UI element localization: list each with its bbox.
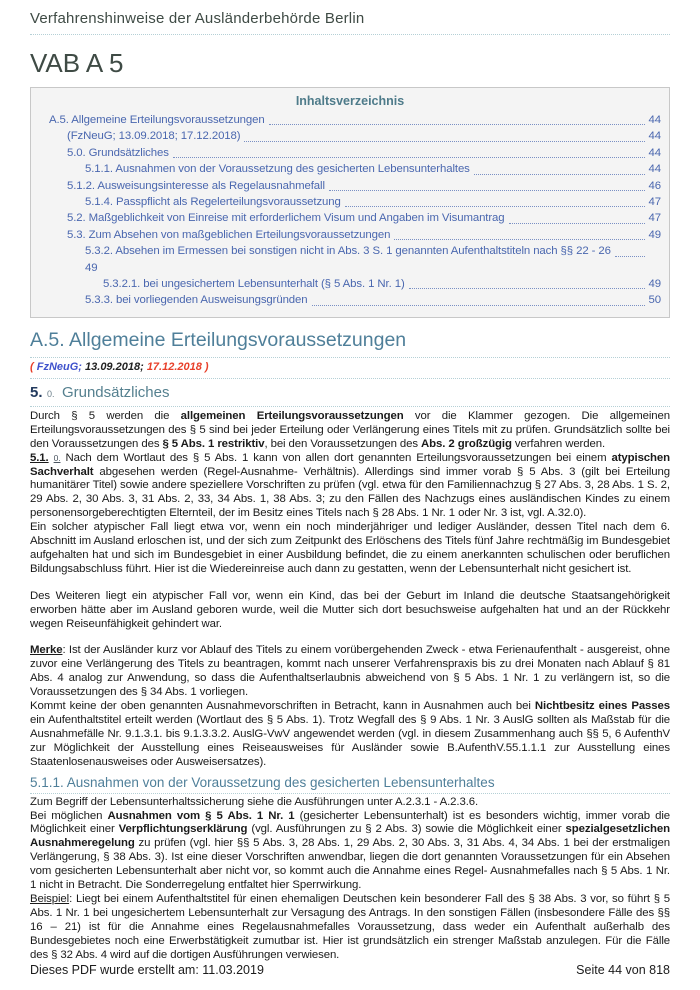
section-heading: A.5. Allgemeine Erteilungsvoraussetzungen — [30, 329, 670, 358]
body-paragraph — [30, 452, 670, 522]
text-run: Durch § 5 werden die — [30, 409, 181, 422]
toc-title: Inhaltsverzeichnis — [295, 94, 405, 108]
toc-entry[interactable] — [39, 128, 661, 144]
toc-entry-page-wrap[interactable] — [39, 260, 661, 276]
toc-entry[interactable] — [39, 292, 661, 308]
text-run: ein Aufenthaltstitel erteilt werden (Wortlaut des § 5 Abs. 1). Trotz Wegfall des § 9 Abs. 1 Nr. 3 AuslG sollten als Maßstab für die Ausnahmefälle Nr. 9.1.3.1. bis 9.1.3.3.2. AuslG-VwV angewendet werden (vgl. in diesem Zusammenhang auch §§ 5, 6 AufenthV zur Möglichkeit der Ausstellung eines Reiseausweises für Ausländer sowie B.AufenthV.55.1.1.1 zur Ausstellung eines Staatenlosenausweises oder Ausweisersatzes). — [30, 714, 670, 768]
toc-entry[interactable] — [39, 194, 661, 210]
subsection-heading — [30, 379, 670, 407]
toc-leader-dots — [409, 288, 645, 289]
subsection-number: 5. — [30, 383, 43, 401]
toc-entry[interactable] — [39, 210, 661, 226]
body-paragraph — [30, 700, 670, 770]
page-footer — [30, 963, 670, 977]
toc-leader-dots — [244, 141, 644, 142]
toc-entry-page: 49 — [648, 228, 661, 241]
body-paragraph — [30, 810, 670, 893]
text-run: Des Weiteren liegt ein atypischer Fall vor, wenn ein Kind, das bei der Geburt im Inland die deutsche Staatsangehörigkeit erworben hätte aber im Ausland geboren wurde, weil die Mutter sich dort besuchsweise aufgehalten hat und an der Rückkehr wegen Reiseunfähigkeit gehindert war. — [30, 589, 670, 630]
toc-entry-label: 5.0. Grundsätzliches — [67, 146, 169, 159]
text-run: § 5 Abs. 1 restriktiv — [162, 437, 265, 450]
toc-entry-page: 50 — [648, 294, 661, 307]
subsection-5-1-1-heading: 5.1.1. Ausnahmen von der Voraussetzung des gesicherten Lebensunterhaltes — [30, 775, 670, 794]
toc-entry[interactable] — [39, 276, 661, 292]
toc-entry-page: 44 — [648, 130, 661, 143]
toc-entry[interactable] — [39, 227, 661, 243]
toc-entry[interactable] — [39, 112, 661, 128]
text-run: (vgl. Ausführungen zu § 2 Abs. 3) sowie die Möglichkeit einer — [247, 823, 566, 836]
toc-entry-page: 49 — [648, 278, 661, 291]
text-run: 0. — [53, 452, 61, 463]
toc-leader-dots — [345, 206, 645, 207]
text-run: Abs. 2 großzügig — [421, 437, 512, 450]
toc-entry-label: 5.3.2. Absehen im Ermessen bei sonstigen nicht in Abs. 3 S. 1 genannten Aufenthaltstiteln nach §§ 22 - 26 — [85, 245, 611, 258]
toc-entry[interactable] — [39, 161, 661, 177]
toc-entry-page: 47 — [648, 196, 661, 209]
toc-entry-page: 44 — [648, 163, 661, 176]
doc-title: VAB A 5 — [30, 48, 124, 78]
text-run: 5.1. — [30, 451, 49, 464]
text-run: zu prüfen (vgl. hier §§ 5 Abs. 3, 28 Abs. 1, 29 Abs. 2, 30 Abs. 3, 31 Abs. 4, 34 Abs. 1 bei der erstmaligen Verlängerung, § 38 Abs. 3). Ist eine dieser Vorschriften anwendbar, liegen die dort genannten Voraussetzungen für ein Absehen vom gesicherten Lebensunterhalt aber nicht vor, so kommt auch die Annahme eines Regel- Ausnahmefalles nach § 5 Abs. 1 Nr. 1 nicht in Betracht. Die Sonderregelung entfaltet hier Sperrwirkung. — [30, 837, 670, 892]
text-run: verfahren werden. — [511, 437, 606, 450]
toc-entries — [39, 112, 661, 309]
toc-entry-page: 47 — [648, 212, 661, 225]
toc-entry-label: A.5. Allgemeine Erteilungsvoraussetzungen — [49, 114, 265, 126]
subsection-label: Grundsätzliches — [61, 383, 170, 401]
body-paragraph — [30, 590, 670, 632]
text-run: spezialgesetzlichen Ausnahmeregelung — [30, 823, 670, 850]
fzneug-link[interactable]: FzNeuG; — [36, 360, 82, 373]
toc-entry-label: 5.2. Maßgeblichkeit von Einreise mit erforderlichem Visum und Angaben im Visumantrag — [67, 212, 505, 225]
toc-entry-label: 5.1.1. Ausnahmen von der Voraussetzung des gesicherten Lebensunterhaltes — [85, 163, 470, 176]
text-run: : Liegt bei einem Aufenthaltstitel für einen ehemaligen Deutschen kein besonderer Fall des § 38 Abs. 3 vor, so führt § 5 Abs. 1 Nr. 1 bei ungesichertem Lebensunterhalt zur Versagung des Antrags. In den sonstigen Fällen (insbesondere Fälle des §§ 16 – 21) ist für die Annahme eines Regelausnahmefalles Voraussetzung, dass weder ein Aufenthalt außerhalb des Bundesgebietes noch eine Erwerbstätigkeit zumutbar ist. Hier ist grundsätzlich ein strenger Maßstab anzulegen. Für die Fälle des § 32 Abs. 4 wird auf die dortigen Ausführungen verwiesen. — [30, 892, 670, 961]
toc-entry-label: 5.3.2.1. bei ungesichertem Lebensunterhalt (§ 5 Abs. 1 Nr. 1) — [103, 278, 405, 291]
toc-leader-dots — [269, 124, 645, 125]
toc-leader-dots — [509, 223, 645, 224]
text-run: Kommt keine der oben genannten Ausnahmevorschriften in Betracht, kann in Ausnahmen auch bei — [30, 700, 535, 713]
body-paragraph — [30, 410, 670, 452]
toc-leader-dots — [474, 174, 645, 175]
text-run: Nach dem Wortlaut des § 5 Abs. 1 kann von allen dort genannten Erteilungsvoraussetzungen bei einem — [60, 451, 612, 464]
text-run: ( — [30, 360, 37, 373]
revision-meta — [30, 358, 670, 379]
subsection-subnumber: 0. — [46, 388, 55, 399]
text-run: Verpflichtungserklärung — [118, 823, 248, 836]
toc-leader-dots — [329, 190, 645, 191]
toc-leader-dots — [173, 157, 645, 158]
text-run: (gesicherter Lebensunterhalt) ist es besonders wichtig, immer vorab die Möglichkeit einer — [30, 809, 671, 836]
text-run: allgemeinen Erteilungsvoraussetzungen — [180, 409, 404, 422]
body-content — [30, 410, 670, 963]
toc-entry[interactable] — [39, 178, 661, 194]
text-run: Merke — [30, 644, 63, 657]
toc-entry-page: 46 — [648, 179, 661, 192]
toc-entry[interactable] — [39, 145, 661, 161]
toc-entry-page: 44 — [648, 114, 661, 126]
text-run: : Ist der Ausländer kurz vor Ablauf des Titels zu einem vorübergehenden Zweck - etwa Ferienaufenthalt - ausgereist, ohne zuvor eine Verlängerung des Titels zu beantragen, kommt nach unserer Verfahrenspraxis bis zu drei Monaten nach Ablauf § 81 Abs. 4 analog zur Anwendung, so dass die Aufenthaltserlaubnis abweichend von § 5 Abs. 1 Nr. 1 zu verlängern ist, so die Voraussetzungen des § 34 Abs. 1 vorliegen. — [30, 644, 670, 699]
text-run: 17.12.2018 — [146, 360, 202, 373]
footer-page-number: Seite 44 von 818 — [576, 963, 670, 977]
header-title: Verfahrenshinweise der Ausländerbehörde Berlin — [30, 10, 365, 27]
toc — [30, 87, 670, 318]
toc-entry-label: 5.1.2. Ausweisungsinteresse als Regelausnahmefall — [67, 179, 325, 192]
toc-entry-label: 5.3. Zum Absehen von maßgeblichen Erteilungsvoraussetzungen — [67, 228, 391, 241]
toc-leader-dots — [394, 239, 644, 240]
toc-entry-label: 5.3.3. bei vorliegenden Ausweisungsgründen — [85, 294, 308, 307]
body-paragraph — [30, 796, 670, 810]
text-run: abgesehen werden (Regel-Ausnahme- Verhältnis). Allerdings sind immer vorab § 5 Abs. 3 (gilt bei Erteilung humanitärer Titel) sowie andere speziellere Vorschriften zu prüfen (vgl. etwa für den Familiennachzug § 27 Abs. 3, 28 Abs. 1 S. 2, 29 Abs. 2, 30 Abs. 3, 31 Abs. 2, 33, 34 Abs. 1, 38 Abs. 3; zu den Fällen des Nachzugs eines ausländischen Kindes zu einem personensorgeberechtigten Elternteil, der im Besitz eines Titels nach § 28 Abs. 1 Nr. 1 oder Nr. 3 ist, vgl. A.32.0). — [30, 465, 670, 520]
toc-leader-dots — [312, 305, 645, 306]
text-run: vor die Klammer gezogen. Die allgemeinen Erteilungsvoraussetzungen des § 5 sind bei jeder Erteilung oder Verlängerung eines Titels mit zu prüfen. Grundsätzlich sollte bei den Voraussetzungen des — [30, 409, 670, 450]
page-header — [30, 10, 670, 35]
body-paragraph — [30, 893, 670, 963]
text-run: Ein solcher atypischer Fall liegt etwa vor, wenn ein noch minderjähriger und lediger Ausländer, dessen Titel nach dem 6. Abschnitt im Ausland erloschen ist, und der sich zum Zeitpunkt des Erlöschens des Titels fünf Jahre rechtmäßig im Bundesgebiet aufgehalten hat und sich im Bundesgebiet in einer Ausbildung befindet, die zu einem anerkannten schulischen oder beruflichen Bildungsabschluss führt. Hier ist die Wiedereinreise auch dann zu gestatten, wenn der Lebensunterhalt nicht gesichert ist. — [30, 521, 670, 575]
text-run: , bei den Voraussetzungen des — [264, 437, 422, 450]
toc-entry-page: 44 — [648, 146, 661, 159]
text-run: ) — [201, 360, 209, 373]
toc-leader-dots — [615, 256, 645, 257]
text-run: Bei möglichen — [30, 809, 108, 822]
text-run: 13.09.2018; — [81, 360, 147, 373]
body-paragraph — [30, 644, 670, 700]
text-run: Nichtbesitz eines Passes — [534, 700, 670, 713]
toc-entry-label: 5.1.4. Passpflicht als Regelerteilungsvoraussetzung — [85, 196, 341, 209]
body-paragraph — [30, 521, 670, 577]
toc-entry-page: 49 — [85, 261, 98, 274]
text-run: Zum Begriff der Lebensunterhaltssicherung siehe die Ausführungen unter A.2.3.1 - A.2.3.6. — [30, 795, 479, 808]
text-run: Beispiel — [30, 892, 70, 905]
text-run: atypischen Sachverhalt — [30, 451, 670, 478]
text-run: Ausnahmen vom § 5 Abs. 1 Nr. 1 — [107, 809, 295, 822]
toc-entry[interactable] — [39, 243, 661, 259]
footer-created: Dieses PDF wurde erstellt am: 11.03.2019 — [30, 963, 264, 977]
toc-entry-label: (FzNeuG; 13.09.2018; 17.12.2018) — [67, 130, 241, 143]
